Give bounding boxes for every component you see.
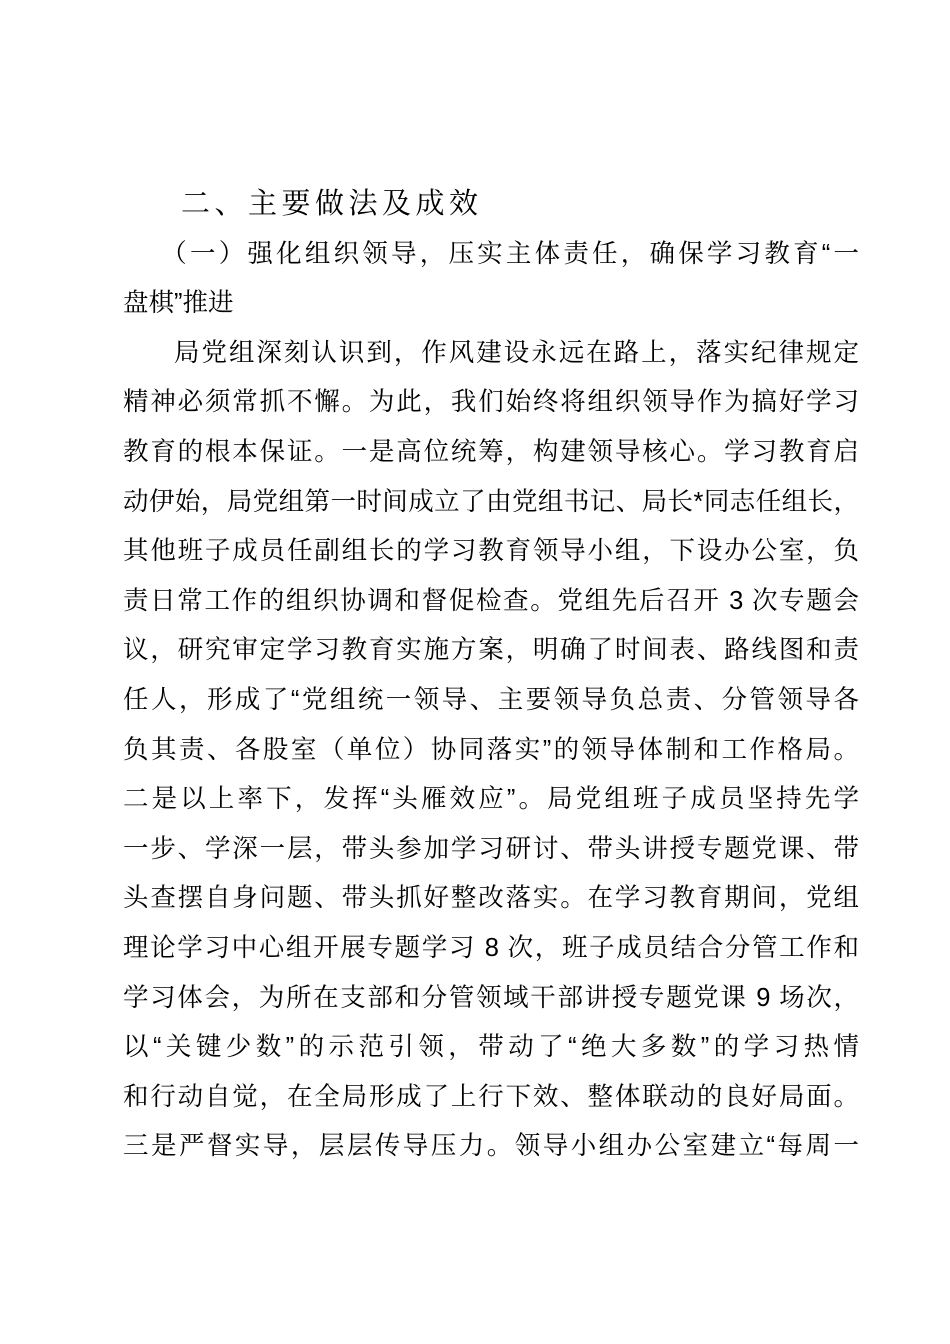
body-text-line: 局党组深刻认识到，作风建设永远在路上，落实纪律规定: [174, 338, 859, 367]
section-heading: 二、主要做法及成效: [181, 188, 483, 220]
body-text-line: 动伊始，局党组第一时间成立了由党组书记、局长*同志任组长，: [123, 487, 859, 516]
body-text-line: 头查摆自身问题、带头抓好整改落实。在学习教育期间，党组: [123, 884, 859, 913]
subsection-heading-line: 盘棋”推进: [123, 289, 234, 318]
body-text-line: 二是以上率下，发挥“头雁效应”。局党组班子成员坚持先学: [123, 785, 859, 814]
body-text-line: 责日常工作的组织协调和督促检查。党组先后召开 3 次专题会: [123, 586, 859, 615]
subsection-heading-line: （一）强化组织领导，压实主体责任，确保学习教育“一: [161, 239, 859, 268]
body-text-line: 以“关键少数”的示范引领，带动了“绝大多数”的学习热情: [123, 1033, 859, 1062]
body-text-line: 精神必须常抓不懈。为此，我们始终将组织领导作为搞好学习: [123, 388, 859, 417]
body-text-line: 任人，形成了“党组统一领导、主要领导负总责、分管领导各: [123, 685, 859, 714]
document-text-block: [123, 180, 859, 1172]
body-text-line: 三是严督实导，层层传导压力。领导小组办公室建立“每周一: [123, 1132, 859, 1161]
body-text-line: 教育的根本保证。一是高位统筹，构建领导核心。学习教育启: [123, 437, 859, 466]
body-text-line: 议，研究审定学习教育实施方案，明确了时间表、路线图和责: [123, 636, 859, 665]
body-text-line: 其他班子成员任副组长的学习教育领导小组，下设办公室，负: [123, 537, 859, 566]
body-text-line: 理论学习中心组开展专题学习 8 次，班子成员结合分管工作和: [123, 933, 859, 962]
body-text-line: 学习体会，为所在支部和分管领域干部讲授专题党课 9 场次，: [123, 983, 859, 1012]
body-text-line: 和行动自觉，在全局形成了上行下效、整体联动的良好局面。: [123, 1082, 859, 1111]
body-text-line: 一步、学深一层，带头参加学习研讨、带头讲授专题党课、带: [123, 834, 859, 863]
body-text-line: 负其责、各股室（单位）协同落实”的领导体制和工作格局。: [123, 735, 859, 764]
